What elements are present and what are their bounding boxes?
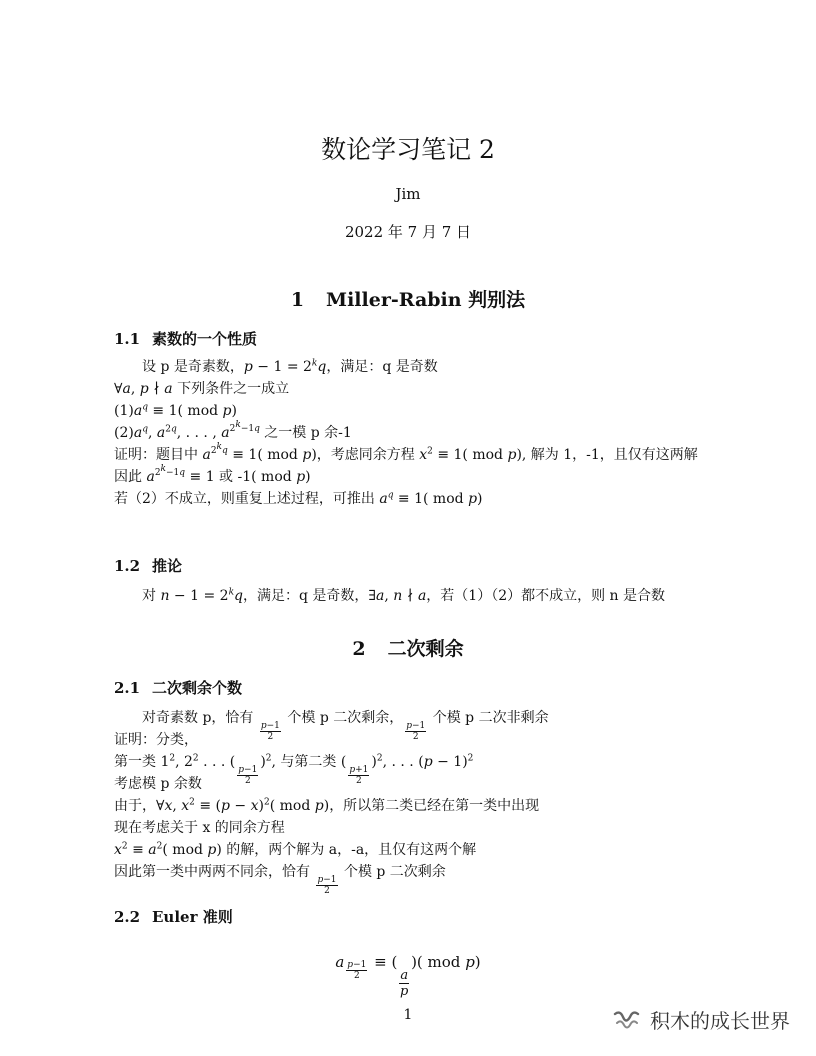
paragraph-line: 证明：分类，: [114, 732, 198, 748]
paragraph-line: 第一类 $1^2$, $2^2$ . . . ( $\frac{p-1}{2}$ )$^2$, 与第二类 ( $\frac{p+1}{2}$ )$^2$, . . . $(p - 1)^2$: [114, 753, 474, 786]
subsection-heading-2-1: 2.1 二次剩余个数: [114, 679, 243, 697]
paragraph-line: 证明：题目中 $a^{2^kq} \equiv 1$( mod p)，考虑同余方程 $x^2 \equiv 1$( mod p), 解为 1，-1，且仅有这两解: [114, 442, 698, 463]
paragraph-line: 若（2）不成立，则重复上述过程，可推出 $a^q \equiv 1$( mod p): [114, 490, 483, 507]
paragraph-line: 因此 $a^{2^k-1q} \equiv 1$ 或 -1( mod p): [114, 464, 311, 485]
subsection-heading-2-2: 2.2 Euler 准则: [114, 908, 233, 926]
section-heading-2: 2 二次剩余: [352, 638, 464, 660]
paragraph-line: 设 p 是奇素数，$p - 1 = 2^kq$，满足：q 是奇数: [142, 358, 438, 375]
paragraph-line: 考虑模 p 余数: [114, 776, 202, 792]
watermark-text: 积木的成长世界: [650, 1009, 790, 1033]
watermark: [612, 1005, 790, 1034]
paragraph-line: $(2)a^q$, $a^{2q}$, . . . , $a^{2^k-1q}$ 之一模 p 余-1: [114, 420, 352, 441]
paper-date: 2022 年 7 月 7 日: [344, 223, 472, 241]
paper-title: 数论学习笔记 2: [321, 135, 495, 164]
paragraph-line: $x^2 \equiv a^2$( mod p) 的解，两个解为 a，-a，且仅有这两个解: [114, 841, 477, 858]
paragraph-line: 由于，∀x, $x^2 \equiv (p - x)^2$( mod p)，所以第二类已经在第一类中出现: [114, 797, 540, 814]
wechat-channel-icon: [612, 1008, 642, 1032]
paragraph-line: $(1)a^q \equiv 1$( mod p): [114, 402, 237, 419]
euler-criterion-formula: a $^{\frac{p-1}{2}}$ ≡ ( $\frac{a}{p}$ )( mod p): [335, 953, 481, 999]
subsection-heading-1-1: 1.1 素数的一个性质: [114, 330, 258, 348]
paper-author: Jim: [395, 185, 421, 203]
section-heading-1: 1 Miller-Rabin 判别法: [290, 289, 526, 311]
paragraph-line: 因此第一类中两两不同余，恰有 $\frac{p-1}{2}$ 个模 p 二次剩余: [114, 864, 446, 896]
paragraph-line: 现在考虑关于 x 的同余方程: [114, 820, 285, 836]
subsection-heading-1-2: 1.2 推论: [114, 557, 183, 575]
paragraph-line: 对奇素数 p，恰有 $\frac{p-1}{2}$ 个模 p 二次剩余， $\frac{p-1}{2}$ 个模 p 二次非剩余: [142, 710, 549, 742]
page-number: 1: [403, 1007, 413, 1023]
paragraph-line: 对 $n - 1 = 2^kq$，满足：q 是奇数，∃a, n ∤ a，若（1）（2）都不成立，则 n 是合数: [142, 587, 666, 604]
paragraph-line: ∀a, p ∤ a 下列条件之一成立: [114, 381, 290, 397]
